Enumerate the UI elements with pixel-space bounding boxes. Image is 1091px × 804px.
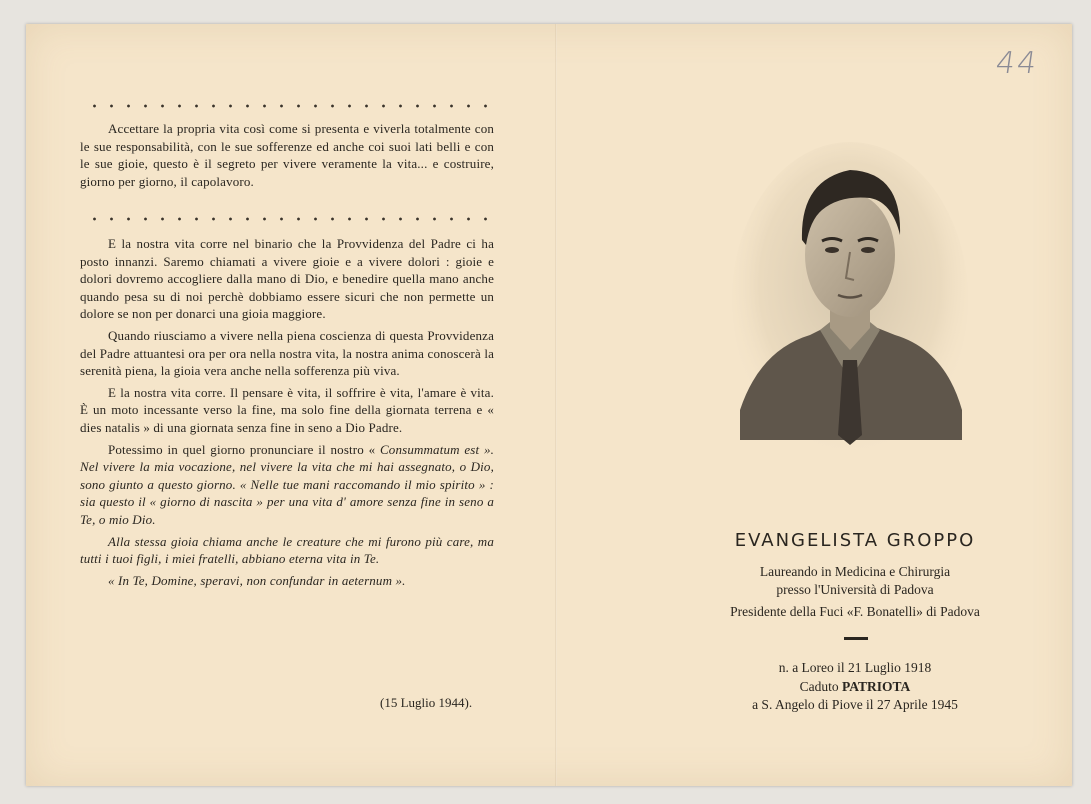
fallen-prefix: Caduto bbox=[799, 679, 843, 694]
text-block-2 bbox=[80, 235, 494, 593]
paragraph-5-roman: Potessimo in quel giorno pronunciare il nostro « bbox=[108, 441, 380, 457]
handwritten-page-number: 44 bbox=[993, 46, 1041, 81]
paragraph-3: Quando riusciamo a vivere nella piena coscienza di questa Provvidenza del Padre attuantesi ora per ora nella nostra vita, la nostra anima conoscerà la serenità piena, la gioia vera anche nella sofferenza più viva. bbox=[80, 327, 494, 379]
dotted-divider-top bbox=[86, 104, 494, 108]
paragraph-6: Alla stessa gioia chiama anche le creature che mi furono più care, ma tutti i tuoi figli, i miei fratelli, abbiano eterna vita in Te. bbox=[80, 533, 494, 567]
paragraph-4: E la nostra vita corre. Il pensare è vita, il soffrire è vita, l'amare è vita. È un moto incessante verso la fine, ma solo fine della giornata terrena e « dies natalis » di una giornata senza fine in seno a Dio Padre. bbox=[80, 384, 494, 435]
portrait-photo bbox=[730, 140, 970, 460]
paragraph-5-italic: Consummatum est ». Nel vivere la mia vocazione, nel vivere la vita che mi hai assegnato, o Dio, sono giunto a questo giorno. « Nelle tue mani raccomando il mio spirito » : sia questo il « giorno di nascita » per una vita d' amore senza fine in seno a Te, o mio Dio. bbox=[80, 441, 494, 527]
death-line: a S. Angelo di Piove il 27 Aprile 1945 bbox=[752, 697, 958, 712]
title-line-2: presso l'Università di Padova bbox=[776, 582, 934, 597]
text-block-1 bbox=[80, 120, 494, 194]
fallen-line bbox=[680, 677, 1030, 697]
paragraph-2: E la nostra vita corre nel binario che la Provvidenza del Padre ci ha posto innanzi. Saremo chiamati a vivere gioie e a vivere dolori : gioie e dolori dovremo accogliere dalla mano di Dio, e benedire quella mano anche quando pesa su di noi perchè dobbiamo essere sicuri che non permette un dolore se non per donarci una gioia maggiore. bbox=[80, 236, 494, 322]
birth-line: n. a Loreo il 21 Luglio 1918 bbox=[778, 660, 932, 675]
fallen-title: PATRIOTA bbox=[842, 679, 911, 694]
person-name: EVANGELISTA GROPPO bbox=[734, 530, 976, 551]
paragraph-7: « In Te, Domine, speravi, non confundar in aeternum ». bbox=[108, 572, 406, 588]
paragraph-1: Accettare la propria vita così come si presenta e viverla totalmente con le sue responsabilità, con le sue sofferenze ed anche coi suoi lati belli e con le sue gioie, questo è il segreto per vivere veramente la vita... e costruire, giorno per giorno, il capolavoro. bbox=[80, 121, 494, 189]
separator-rule bbox=[844, 637, 868, 640]
dotted-divider-middle bbox=[86, 217, 494, 221]
letter-date: (15 Luglio 1944). bbox=[380, 695, 473, 710]
title-line-1: Laureando in Medicina e Chirurgia bbox=[759, 564, 951, 579]
paragraph-5 bbox=[80, 441, 494, 529]
title-line-3: Presidente della Fuci «F. Bonatelli» di Padova bbox=[730, 604, 980, 619]
card-fold bbox=[555, 24, 557, 786]
